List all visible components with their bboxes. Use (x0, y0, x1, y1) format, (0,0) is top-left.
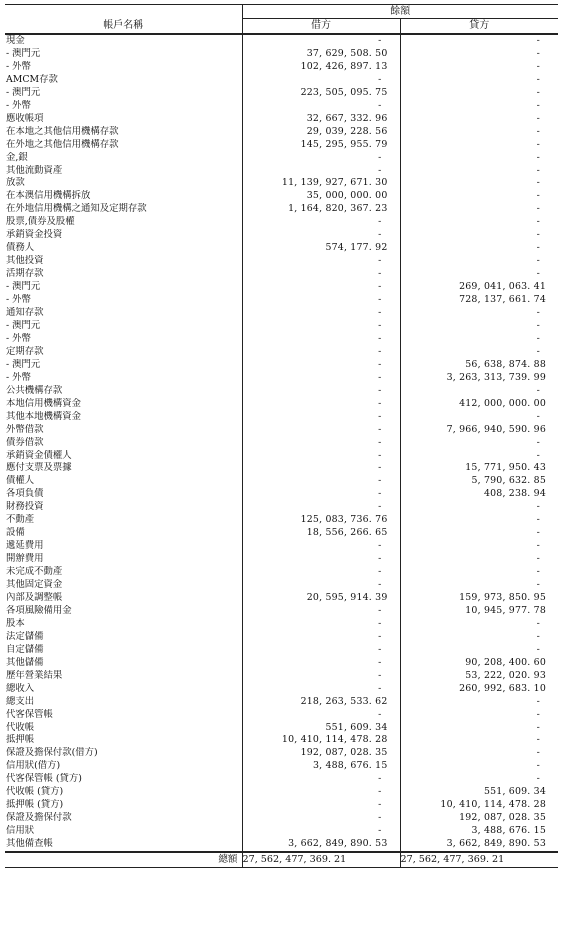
credit-cell: - (400, 631, 558, 644)
credit-cell: - (400, 229, 558, 242)
account-name-cell: 總收入 (6, 682, 35, 694)
credit-cell: 260, 992, 683. 10 (400, 683, 558, 696)
table-row (5, 152, 558, 165)
debit-cell: - (242, 773, 400, 786)
account-name-cell: 總支出 (6, 695, 35, 707)
table-row (5, 100, 558, 113)
credit-cell: 10, 945, 977. 78 (400, 605, 558, 618)
ledger-table (5, 4, 558, 868)
credit-cell: 3, 263, 313, 739. 99 (400, 372, 558, 385)
credit-cell: - (400, 773, 558, 786)
table-row (5, 320, 558, 333)
table-row (5, 113, 558, 126)
credit-cell: - (400, 734, 558, 747)
debit-cell: 20, 595, 914. 39 (242, 592, 400, 605)
debit-cell: 3, 662, 849, 890. 53 (242, 838, 400, 852)
table-row (5, 527, 558, 540)
credit-cell: - (400, 177, 558, 190)
credit-cell: - (400, 553, 558, 566)
credit-cell: - (400, 333, 558, 346)
table-row (5, 61, 558, 74)
account-name-cell: 其他固定資金 (6, 579, 63, 591)
account-name-cell: 在本地之其他信用機構存款 (6, 125, 119, 137)
debit-cell: - (242, 229, 400, 242)
table-row (5, 592, 558, 605)
account-name-cell: 設備 (6, 527, 25, 539)
table-row (5, 281, 558, 294)
table-row (5, 773, 558, 786)
account-name-cell: 財務投資 (6, 501, 44, 513)
credit-cell: 159, 973, 850. 95 (400, 592, 558, 605)
account-name-cell: 外幣借款 (6, 423, 44, 435)
table-row (5, 255, 558, 268)
credit-cell: 3, 488, 676. 15 (400, 825, 558, 838)
debit-cell: - (242, 462, 400, 475)
table-row (5, 631, 558, 644)
credit-cell: - (400, 346, 558, 359)
credit-cell: - (400, 566, 558, 579)
debit-cell: - (242, 709, 400, 722)
debit-cell: 37, 629, 508. 50 (242, 48, 400, 61)
credit-cell: - (400, 514, 558, 527)
credit-cell: 728, 137, 661. 74 (400, 294, 558, 307)
account-name-cell: 信用狀(借方) (6, 760, 61, 772)
debit-cell: - (242, 657, 400, 670)
credit-cell: 5, 790, 632. 85 (400, 475, 558, 488)
account-name-cell: 各項風險備用金 (6, 604, 72, 616)
table-row (5, 657, 558, 670)
table-row (5, 74, 558, 87)
account-name-cell: 定期存款 (6, 345, 44, 357)
credit-cell: - (400, 203, 558, 216)
debit-cell: - (242, 372, 400, 385)
account-name-cell: 代客保管帳 (6, 708, 53, 720)
account-name-cell: - 外幣 (6, 99, 31, 111)
table-row (5, 346, 558, 359)
debit-header: 借方 (242, 19, 400, 35)
account-name-cell: 其他儲備 (6, 656, 44, 668)
account-name-cell: - 澳門元 (6, 47, 41, 59)
account-name-cell: 代收帳 (貸方) (6, 786, 64, 798)
credit-cell: 10, 410, 114, 478. 28 (400, 799, 558, 812)
table-row (5, 333, 558, 346)
table-header (5, 5, 558, 35)
account-name-cell: 其他備查帳 (6, 838, 53, 850)
credit-cell: 56, 638, 874. 88 (400, 359, 558, 372)
debit-cell: - (242, 255, 400, 268)
account-name-cell: - 澳門元 (6, 319, 41, 331)
debit-cell: 35, 000, 000. 00 (242, 190, 400, 203)
table-row (5, 229, 558, 242)
credit-cell: - (400, 307, 558, 320)
account-name-cell: - 澳門元 (6, 86, 41, 98)
table-row (5, 812, 558, 825)
table-row (5, 177, 558, 190)
table-row (5, 126, 558, 139)
table-row (5, 553, 558, 566)
table-row (5, 644, 558, 657)
debit-cell: - (242, 34, 400, 48)
debit-cell: - (242, 475, 400, 488)
debit-cell: - (242, 670, 400, 683)
credit-cell: - (400, 190, 558, 203)
debit-cell: - (242, 605, 400, 618)
account-name-cell: 保證及擔保付款(借方) (6, 747, 98, 759)
table-row (5, 411, 558, 424)
table-row (5, 165, 558, 178)
debit-cell: - (242, 268, 400, 281)
credit-cell: - (400, 320, 558, 333)
debit-cell: 3, 488, 676. 15 (242, 760, 400, 773)
credit-cell: - (400, 696, 558, 709)
debit-cell: - (242, 553, 400, 566)
total-credit: 27, 562, 477, 369. 21 (400, 852, 558, 868)
credit-cell: - (400, 87, 558, 100)
account-name-cell: 抵押帳 (貸方) (6, 799, 64, 811)
debit-cell: 1, 164, 820, 367. 23 (242, 203, 400, 216)
debit-cell: - (242, 644, 400, 657)
table-body (5, 34, 558, 852)
account-name-cell: 本地信用機構資金 (6, 397, 82, 409)
account-name-cell: 自定儲備 (6, 643, 44, 655)
table-row (5, 372, 558, 385)
table-row (5, 799, 558, 812)
account-name-cell: 承銷資金債權人 (6, 449, 72, 461)
debit-cell: 11, 139, 927, 671. 30 (242, 177, 400, 190)
debit-cell: - (242, 825, 400, 838)
table-row (5, 722, 558, 735)
debit-cell: - (242, 294, 400, 307)
debit-cell: - (242, 398, 400, 411)
account-name-cell: 遞延費用 (6, 540, 44, 552)
account-name-cell: - 澳門元 (6, 358, 41, 370)
credit-cell: - (400, 100, 558, 113)
debit-cell: - (242, 683, 400, 696)
debit-cell: - (242, 152, 400, 165)
table-row (5, 709, 558, 722)
debit-cell: 29, 039, 228. 56 (242, 126, 400, 139)
credit-cell: 53, 222, 020. 93 (400, 670, 558, 683)
total-row (5, 852, 558, 868)
table-row (5, 475, 558, 488)
account-name-cell: 在外地信用機構之通知及定期存款 (6, 203, 147, 215)
account-name-cell: 內部及調整帳 (6, 591, 63, 603)
credit-cell: - (400, 152, 558, 165)
credit-cell: - (400, 165, 558, 178)
account-name-cell: 現金 (6, 35, 25, 46)
table-row (5, 540, 558, 553)
credit-cell: 412, 000, 000. 00 (400, 398, 558, 411)
credit-cell: - (400, 126, 558, 139)
account-name-cell: 代客保管帳 (貸方) (6, 773, 82, 785)
table-row (5, 294, 558, 307)
table-row (5, 734, 558, 747)
debit-cell: - (242, 501, 400, 514)
credit-cell: - (400, 113, 558, 126)
account-name-cell: - 外幣 (6, 371, 31, 383)
credit-cell: - (400, 618, 558, 631)
credit-cell: 269, 041, 063. 41 (400, 281, 558, 294)
debit-cell: - (242, 100, 400, 113)
account-name-cell: 不動產 (6, 514, 35, 526)
debit-cell: 102, 426, 897. 13 (242, 61, 400, 74)
debit-cell: - (242, 74, 400, 87)
account-name-cell: 其他投資 (6, 255, 44, 267)
table-row (5, 34, 558, 48)
debit-cell: - (242, 281, 400, 294)
account-name-cell: 代收帳 (6, 721, 35, 733)
account-name-cell: 活期存款 (6, 268, 44, 280)
account-name-cell: 金,銀 (6, 151, 28, 163)
table-row (5, 786, 558, 799)
account-name-cell: 其他流動資產 (6, 164, 63, 176)
table-row (5, 385, 558, 398)
table-row (5, 450, 558, 463)
table-row (5, 566, 558, 579)
credit-cell: - (400, 747, 558, 760)
debit-cell: - (242, 618, 400, 631)
account-name-cell: 公共機構存款 (6, 384, 63, 396)
debit-cell: - (242, 631, 400, 644)
account-name-cell: 保證及擔保付款 (6, 812, 72, 824)
credit-cell: - (400, 216, 558, 229)
credit-header: 貸方 (400, 19, 558, 35)
table-row (5, 437, 558, 450)
debit-cell: - (242, 333, 400, 346)
debit-cell: - (242, 346, 400, 359)
table-row (5, 683, 558, 696)
credit-cell: - (400, 527, 558, 540)
account-name-cell: 開辦費用 (6, 553, 44, 565)
account-name-cell: 未完成不動產 (6, 566, 63, 578)
debit-cell: - (242, 812, 400, 825)
debit-cell: 551, 609. 34 (242, 722, 400, 735)
debit-cell: - (242, 437, 400, 450)
table-row (5, 501, 558, 514)
table-row (5, 242, 558, 255)
debit-cell: 10, 410, 114, 478. 28 (242, 734, 400, 747)
debit-cell: - (242, 307, 400, 320)
credit-cell: - (400, 139, 558, 152)
table-row (5, 825, 558, 838)
credit-cell: - (400, 74, 558, 87)
account-name-cell: 債權人 (6, 475, 35, 487)
credit-cell: - (400, 255, 558, 268)
debit-cell: - (242, 786, 400, 799)
table-row (5, 87, 558, 100)
account-name-cell: AMCM存款 (6, 73, 58, 85)
table-row (5, 760, 558, 773)
debit-cell: - (242, 216, 400, 229)
table-row (5, 139, 558, 152)
credit-cell: - (400, 34, 558, 48)
account-name-cell: 在本澳信用機構拆放 (6, 190, 91, 202)
table-row (5, 359, 558, 372)
account-name-cell: - 外幣 (6, 294, 31, 306)
total-debit: 27, 562, 477, 369. 21 (242, 852, 400, 868)
account-name-cell: 應付支票及票據 (6, 462, 72, 474)
debit-cell: 192, 087, 028. 35 (242, 747, 400, 760)
credit-cell: - (400, 48, 558, 61)
table-row (5, 488, 558, 501)
credit-cell: - (400, 540, 558, 553)
credit-cell: - (400, 411, 558, 424)
debit-cell: - (242, 579, 400, 592)
credit-cell: 551, 609. 34 (400, 786, 558, 799)
account-name-cell: 其他本地機構資金 (6, 410, 82, 422)
table-row (5, 203, 558, 216)
debit-cell: 125, 083, 736. 76 (242, 514, 400, 527)
table-row (5, 670, 558, 683)
credit-cell: 3, 662, 849, 890. 53 (400, 838, 558, 852)
account-name-cell: 在外地之其他信用機構存款 (6, 138, 119, 150)
account-name-cell: 信用狀 (6, 825, 35, 837)
debit-cell: - (242, 799, 400, 812)
debit-cell: - (242, 359, 400, 372)
table-row (5, 605, 558, 618)
account-name-cell: 債務人 (6, 242, 35, 254)
debit-cell: - (242, 540, 400, 553)
table-row (5, 462, 558, 475)
account-name-cell: 歷年營業結果 (6, 669, 63, 681)
table-row (5, 268, 558, 281)
account-name-cell: - 外幣 (6, 60, 31, 72)
account-name-cell: 各項負債 (6, 488, 44, 500)
account-name-cell: 股本 (6, 617, 25, 629)
account-name-cell: 承銷資金投資 (6, 229, 63, 241)
debit-cell: 145, 295, 955. 79 (242, 139, 400, 152)
credit-cell: 90, 208, 400. 60 (400, 657, 558, 670)
table-row (5, 190, 558, 203)
credit-cell: 7, 966, 940, 590. 96 (400, 424, 558, 437)
credit-cell: - (400, 385, 558, 398)
balance-header: 餘額 (242, 5, 558, 19)
credit-cell: - (400, 579, 558, 592)
debit-cell: - (242, 450, 400, 463)
debit-cell: 574, 177. 92 (242, 242, 400, 255)
table-row (5, 514, 558, 527)
total-label: 總額 (5, 852, 242, 868)
credit-cell: - (400, 437, 558, 450)
credit-cell: 192, 087, 028. 35 (400, 812, 558, 825)
account-name-cell: - 外幣 (6, 332, 31, 344)
table-row (5, 307, 558, 320)
table-row (5, 696, 558, 709)
credit-cell: - (400, 644, 558, 657)
credit-cell: 408, 238. 94 (400, 488, 558, 501)
balance-sheet (5, 4, 558, 868)
credit-cell: - (400, 268, 558, 281)
credit-cell: - (400, 722, 558, 735)
table-row (5, 618, 558, 631)
credit-cell: 15, 771, 950. 43 (400, 462, 558, 475)
table-row (5, 398, 558, 411)
account-name-cell: 通知存款 (6, 307, 44, 319)
credit-cell: - (400, 450, 558, 463)
debit-cell: - (242, 385, 400, 398)
table-row (5, 424, 558, 437)
debit-cell: - (242, 566, 400, 579)
account-name-cell: 放款 (6, 177, 25, 189)
table-row (5, 747, 558, 760)
table-row (5, 838, 558, 852)
debit-cell: 223, 505, 095. 75 (242, 87, 400, 100)
account-name-cell: 債券借款 (6, 436, 44, 448)
credit-cell: - (400, 760, 558, 773)
table-row (5, 216, 558, 229)
debit-cell: - (242, 165, 400, 178)
credit-cell: - (400, 242, 558, 255)
account-name-cell: 股票,債券及股權 (6, 216, 75, 228)
table-row (5, 579, 558, 592)
debit-cell: 18, 556, 266. 65 (242, 527, 400, 540)
credit-cell: - (400, 61, 558, 74)
debit-cell: - (242, 488, 400, 501)
account-name-cell: 抵押帳 (6, 734, 35, 746)
account-name-cell: 法定儲備 (6, 630, 44, 642)
debit-cell: 32, 667, 332. 96 (242, 113, 400, 126)
account-name-cell: 應收帳項 (6, 112, 44, 124)
account-name-header: 帳戶名稱 (5, 19, 242, 35)
account-name-cell: - 澳門元 (6, 281, 41, 293)
debit-cell: - (242, 411, 400, 424)
credit-cell: - (400, 709, 558, 722)
debit-cell: 218, 263, 533. 62 (242, 696, 400, 709)
debit-cell: - (242, 320, 400, 333)
credit-cell: - (400, 501, 558, 514)
table-row (5, 48, 558, 61)
debit-cell: - (242, 424, 400, 437)
